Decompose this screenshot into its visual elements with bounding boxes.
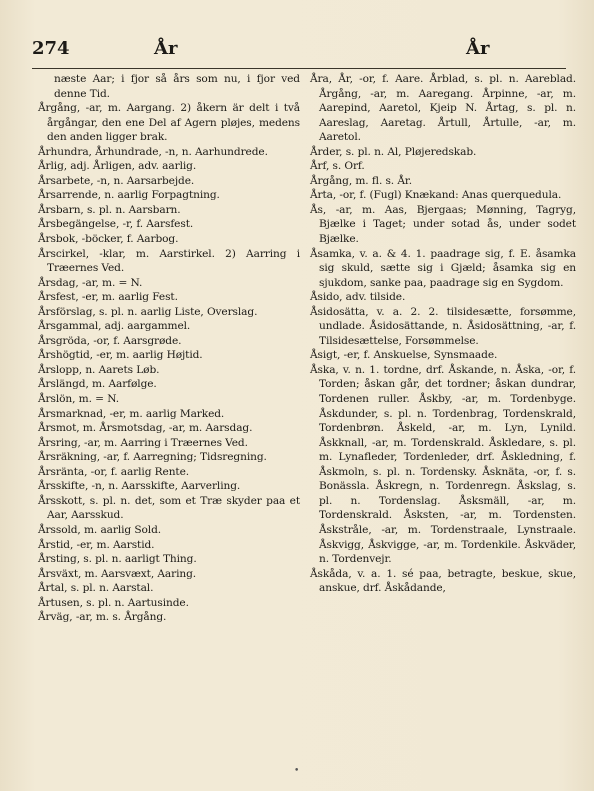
right-column bbox=[310, 72, 576, 596]
dictionary-entry: Årslängd, m. Aarfølge. bbox=[38, 378, 157, 391]
page-number: 274 bbox=[32, 38, 70, 59]
dictionary-entry: Årlig, adj. Årligen, adv. aarlig. bbox=[38, 160, 197, 173]
dictionary-entry: Årsbarn, s. pl. n. Aarsbarn. bbox=[38, 203, 181, 216]
dictionary-entry: Årslön, m. = N. bbox=[38, 393, 119, 406]
dictionary-entry: Årf, s. Orf. bbox=[310, 160, 365, 173]
dictionary-entry: Årsförslag, s. pl. n. aarlig Liste, Overslag. bbox=[38, 305, 258, 318]
dictionary-entry: Årsmot, m. Årsmotsdag, -ar, m. Aarsdag. bbox=[38, 422, 253, 435]
dictionary-entry: Årta, -or, f. (Fugl) Knækand: Anas querquedula. bbox=[310, 189, 562, 202]
dictionary-entry: Åsigt, -er, f. Anskuelse, Synsmaade. bbox=[310, 349, 498, 362]
dictionary-entry: Årväg, -ar, m. s. Årgång. bbox=[38, 611, 167, 624]
dictionary-entry: Åsamka, v. a. & 4. 1. paadrage sig, f. E. åsamka sig skuld, sætte sig i Gjæld; åsamka sig en sjukdom, sanke paa, paadrage sig en Sygdom. bbox=[310, 247, 576, 289]
dictionary-entry: Årsskott, s. pl. n. det, som et Træ skyder paa et Aar, Aarsskud. bbox=[38, 494, 300, 522]
dictionary-entry: Årsväxt, m. Aarsvæxt, Aaring. bbox=[38, 567, 197, 580]
dictionary-entry: Åskåda, v. a. 1. sé paa, betragte, beskue, skue, anskue, drf. Åskådande, bbox=[310, 567, 576, 595]
dictionary-entry: Årsarrende, n. aarlig Forpagtning. bbox=[38, 189, 220, 202]
dictionary-entry: Årgång, m. fl. s. År. bbox=[310, 174, 412, 187]
right-running-headword: År bbox=[466, 38, 490, 59]
dictionary-entry: Årsränta, -or, f. aarlig Rente. bbox=[38, 465, 190, 478]
dictionary-entry: Årtusen, s. pl. n. Aartusinde. bbox=[38, 596, 189, 609]
dictionary-entry: Åra, År, -or, f. Aare. Årblad, s. pl. n. Aareblad. Årgång, -ar, m. Aaregang. Årpinne, -ar, m. Aarepind, Aaretol, Kjeip N. Årtag, s. pl. n. Aareslag, Aaretag. Årtull, Årtulle, -ar, m. Aaretol. bbox=[310, 73, 576, 144]
dictionary-entry: Årsdag, -ar, m. = N. bbox=[38, 276, 143, 289]
page-header bbox=[32, 38, 566, 66]
dictionary-entry: Årsbok, -böcker, f. Aarbog. bbox=[38, 233, 179, 246]
footer-mark: • bbox=[294, 766, 300, 776]
dictionary-entry: Årgång, -ar, m. Aargang. 2) åkern är delt i två årgångar, den ene Del af Agern pløjes, medens den anden ligger brak. bbox=[38, 102, 300, 144]
dictionary-entry: Årsskifte, -n, n. Aarsskifte, Aarverling. bbox=[38, 480, 241, 493]
dictionary-entry: Årsgammal, adj. aargammel. bbox=[38, 320, 191, 333]
dictionary-entry: næste Aar; i fjor så års som nu, i fjor ved denne Tid. bbox=[54, 73, 300, 100]
dictionary-entry: Årsting, s. pl. n. aarligt Thing. bbox=[38, 553, 197, 566]
dictionary-entry: Årder, s. pl. n. Al, Pløjeredskab. bbox=[310, 145, 477, 158]
left-running-headword: År bbox=[154, 38, 178, 59]
dictionary-entry: Årsmarknad, -er, m. aarlig Marked. bbox=[38, 407, 225, 420]
dictionary-entry: Årshögtid, -er, m. aarlig Højtid. bbox=[38, 349, 203, 362]
dictionary-entry: Årsfest, -er, m. aarlig Fest. bbox=[38, 291, 178, 304]
dictionary-entry: Årsbegängelse, -r, f. Aarsfest. bbox=[38, 218, 194, 231]
dictionary-entry: Årsgröda, -or, f. Aarsgrøde. bbox=[38, 334, 182, 347]
left-column bbox=[38, 72, 300, 625]
dictionary-entry: Åska, v. n. 1. tordne, drf. Åskande, n. Åska, -or, f. Torden; åskan går, det tordner; åskan dundrar, Tordenen ruller. Åskby, -ar, m. Tordenbyge. Åskdunder, s. pl. n. Tordenbrag, Tordenskrald, Tordenbrøn. Åskeld, -ar, m. Lyn, Lynild. Åskknall, -ar, m. Tordenskrald. Åskledare, s. pl. m. Lynafleder, Tordenleder, drf. Åskledning, f. Åskmoln, s. pl. n. Tordensky. Åsknäta, -or, f. s. Bonässla. Åskregn, n. Tordenregn. Åskslag, s. pl. n. Tordenslag. Åsksmäll, -ar, m. Tordenskrald. Åsksten, -ar, m. Tordensten. Åskstråle, -ar, m. Tordenstraale, Lynstraale. Åskvigg, Åskvigge, -ar, m. Tordenkile. Åskväder, n. Tordenvejr. bbox=[310, 363, 576, 566]
dictionary-entry: Årtal, s. pl. n. Aarstal. bbox=[38, 582, 154, 595]
dictionary-entry: Årstid, -er, m. Aarstid. bbox=[38, 538, 155, 551]
dictionary-entry: Årsarbete, -n, n. Aarsarbejde. bbox=[38, 174, 195, 187]
dictionary-entry: Årsring, -ar, m. Aarring i Træernes Ved. bbox=[38, 436, 248, 449]
dictionary-entry: Årssold, m. aarlig Sold. bbox=[38, 523, 162, 536]
dictionary-entry: Årsräkning, -ar, f. Aarregning; Tidsregning. bbox=[38, 451, 267, 464]
dictionary-entry: Åsidosätta, v. a. 2. 2. tilsidesætte, forsømme, undlade. Åsidosättande, n. Åsidosättning, -ar, f. Tilsidesættelse, Forsømmelse. bbox=[310, 305, 576, 347]
dictionary-entry: Årslopp, n. Aarets Løb. bbox=[38, 363, 160, 376]
dictionary-entry: Åsido, adv. tilside. bbox=[310, 291, 406, 304]
header-rule bbox=[32, 68, 566, 69]
dictionary-entry: Ås, -ar, m. Aas, Bjergaas; Mønning, Tagryg, Bjælke i Taget; under sotad ås, under sodet Bjælke. bbox=[310, 203, 576, 246]
dictionary-entry: Århundra, Århundrade, -n, n. Aarhundrede. bbox=[38, 145, 268, 158]
dictionary-entry: Årscirkel, -klar, m. Aarstirkel. 2) Aarring i Træernes Ved. bbox=[38, 247, 300, 275]
